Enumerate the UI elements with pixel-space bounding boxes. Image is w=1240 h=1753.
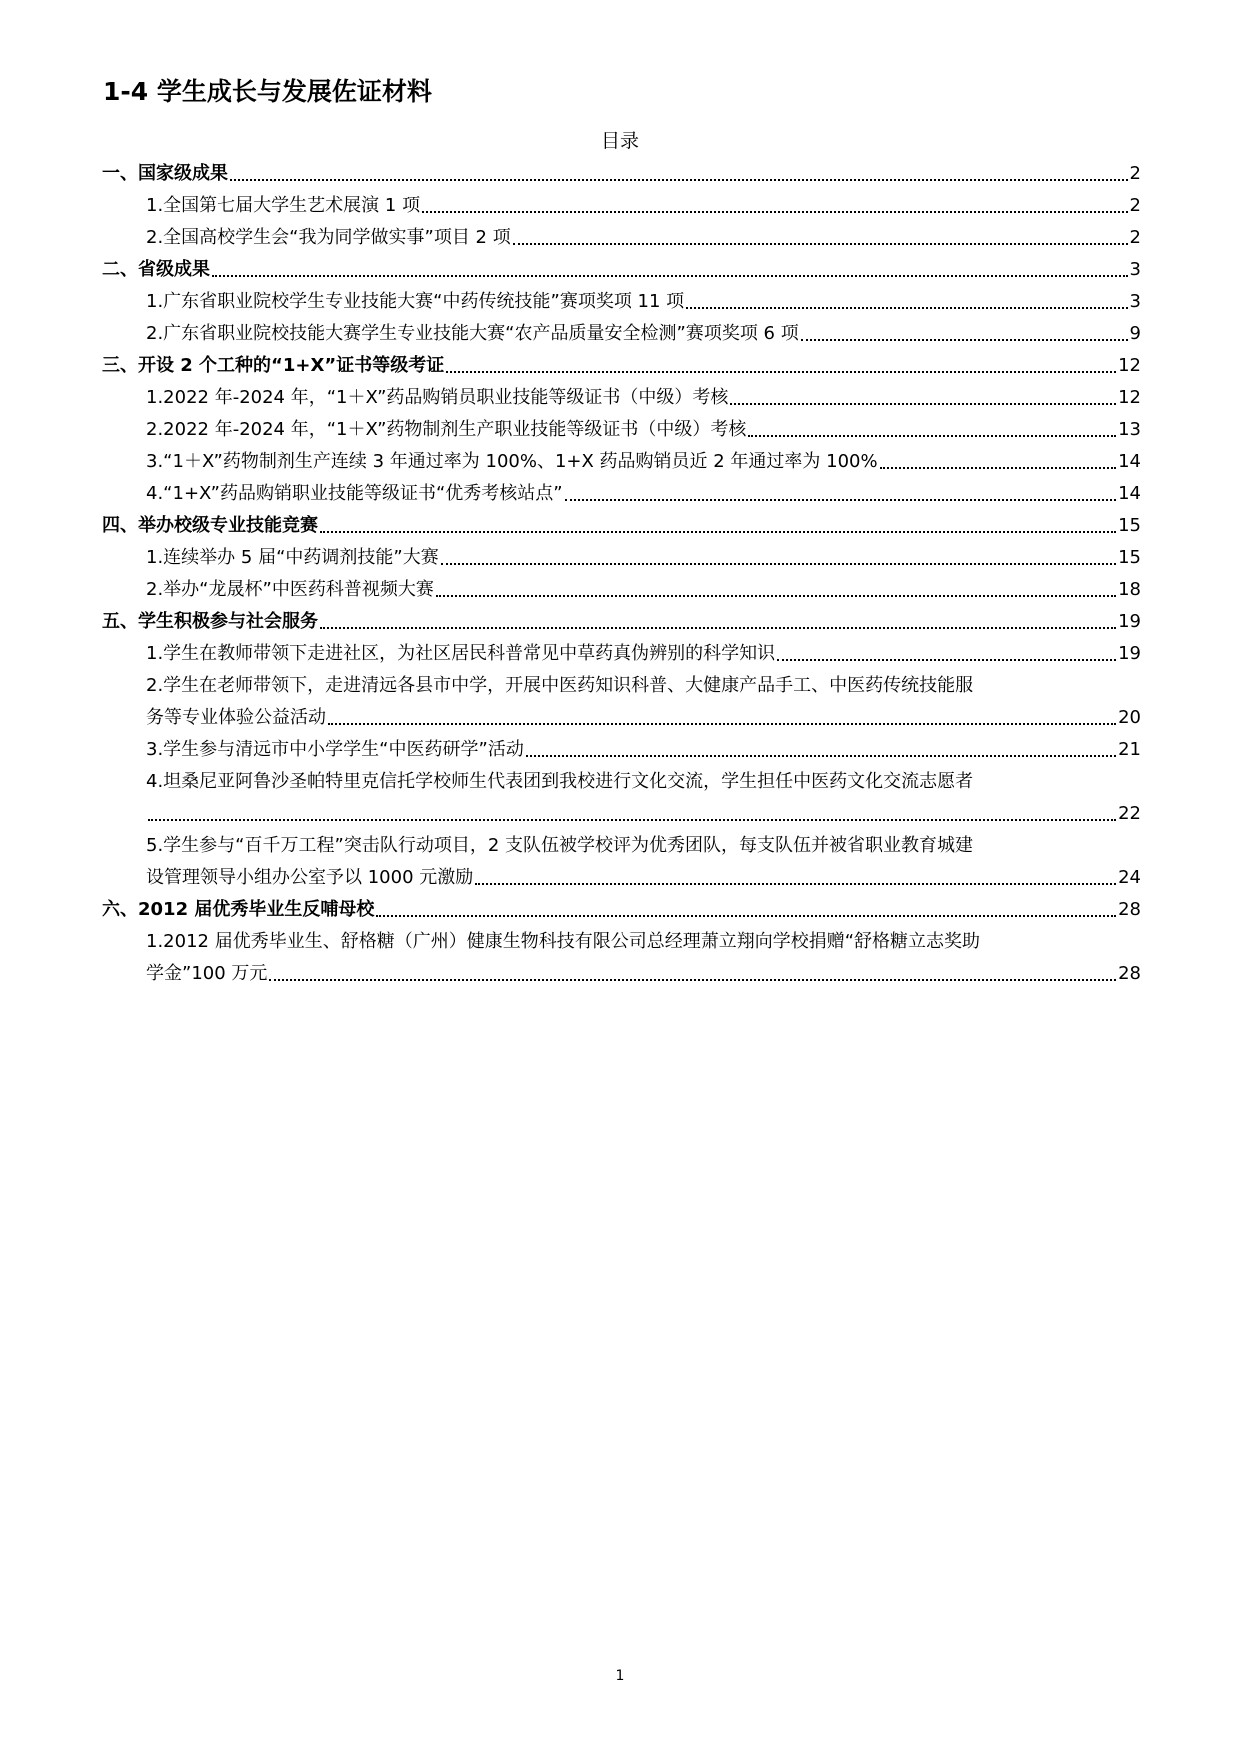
toc-item-6-1-line1[interactable]: 1.2012 届优秀毕业生、舒格糖（广州）健康生物科技有限公司总经理萧立翔向学校捐赠“舒格糖立志奖助 xyxy=(146,931,981,952)
toc-page-number: 13 xyxy=(1118,419,1141,440)
toc-section-label: 四、举办校级专业技能竞赛 xyxy=(102,515,318,536)
toc-page-number: 15 xyxy=(1118,547,1141,568)
toc-item-5-4[interactable] xyxy=(146,802,1141,826)
leader-dots xyxy=(320,530,1116,533)
leader-dots xyxy=(513,242,1128,245)
toc-item-4-2[interactable] xyxy=(146,578,1141,602)
toc-heading: 目录 xyxy=(600,130,639,152)
toc-section-label: 三、开设 2 个工种的“1+X”证书等级考证 xyxy=(102,355,445,376)
toc-page-number: 2 xyxy=(1129,163,1141,184)
toc-page-number: 12 xyxy=(1118,387,1141,408)
toc-item-5-5[interactable] xyxy=(146,866,1141,890)
leader-dots xyxy=(328,722,1116,725)
leader-dots xyxy=(422,210,1127,213)
toc-section-label: 六、2012 届优秀毕业生反哺母校 xyxy=(102,899,375,920)
leader-dots xyxy=(269,978,1116,981)
toc-page-number: 2 xyxy=(1129,227,1141,248)
leader-dots xyxy=(148,818,1116,821)
toc-item-2-2[interactable] xyxy=(146,322,1141,346)
toc-page-number: 22 xyxy=(1118,803,1141,824)
toc-section-1[interactable] xyxy=(102,162,1141,186)
toc-item-4-1[interactable] xyxy=(146,546,1141,570)
toc-item-5-2-line1[interactable]: 2.学生在老师带领下，走进清远各县市中学，开展中医药知识科普、大健康产品手工、中医药传统技能服 xyxy=(146,675,974,696)
toc-item-label: 1.学生在教师带领下走进社区，为社区居民科普常见中草药真伪辨别的科学知识 xyxy=(146,643,776,664)
leader-dots xyxy=(526,754,1116,757)
toc-page-number: 2 xyxy=(1129,195,1141,216)
toc-page-number: 14 xyxy=(1118,483,1141,504)
toc-section-3[interactable] xyxy=(102,354,1141,378)
leader-dots xyxy=(565,498,1116,501)
toc-item-label: 1.广东省职业院校学生专业技能大赛“中药传统技能”赛项奖项 11 项 xyxy=(146,291,685,312)
leader-dots xyxy=(446,370,1116,373)
toc-item-label: 4.“1+X”药品购销职业技能等级证书“优秀考核站点” xyxy=(146,483,563,504)
page-title: 1-4 学生成长与发展佐证材料 xyxy=(103,77,432,106)
leader-dots xyxy=(441,562,1116,565)
toc-section-2[interactable] xyxy=(102,258,1141,282)
toc-item-3-1[interactable] xyxy=(146,386,1141,410)
toc-item-label: 2.广东省职业院校技能大赛学生专业技能大赛“农产品质量安全检测”赛项奖项 6 项 xyxy=(146,323,799,344)
leader-dots xyxy=(748,434,1116,437)
toc-page-number: 14 xyxy=(1118,451,1141,472)
toc-page-number: 19 xyxy=(1118,643,1141,664)
leader-dots xyxy=(730,402,1116,405)
leader-dots xyxy=(230,178,1128,181)
leader-dots xyxy=(801,338,1128,341)
page-number: 1 xyxy=(615,1668,625,1684)
toc-item-label: 2.举办“龙晟杯”中医药科普视频大赛 xyxy=(146,579,434,600)
toc-page-number: 20 xyxy=(1118,707,1141,728)
toc-item-1-2[interactable] xyxy=(146,226,1141,250)
leader-dots xyxy=(777,658,1116,661)
toc-item-3-3[interactable] xyxy=(146,450,1141,474)
toc-section-6[interactable] xyxy=(102,898,1141,922)
toc-page-number: 3 xyxy=(1129,259,1141,280)
toc-item-label: 2.全国高校学生会“我为同学做实事”项目 2 项 xyxy=(146,227,511,248)
toc-item-label: 1.全国第七届大学生艺术展演 1 项 xyxy=(146,195,421,216)
leader-dots xyxy=(475,882,1116,885)
toc-page-number: 15 xyxy=(1118,515,1141,536)
toc-section-4[interactable] xyxy=(102,514,1141,538)
toc-item-label: 设管理领导小组办公室予以 1000 元激励 xyxy=(146,867,474,888)
leader-dots xyxy=(212,274,1128,277)
toc-page-number: 24 xyxy=(1118,867,1141,888)
leader-dots xyxy=(320,626,1116,629)
toc-page-number: 18 xyxy=(1118,579,1141,600)
toc-item-3-2[interactable] xyxy=(146,418,1141,442)
leader-dots xyxy=(686,306,1127,309)
toc-item-5-5-line1[interactable]: 5.学生参与“百千万工程”突击队行动项目，2 支队伍被学校评为优秀团队，每支队伍并被省职业教育城建 xyxy=(146,835,973,856)
toc-item-5-4-line1[interactable]: 4.坦桑尼亚阿鲁沙圣帕特里克信托学校师生代表团到我校进行文化交流，学生担任中医药文化交流志愿者 xyxy=(146,771,974,792)
toc-item-5-1[interactable] xyxy=(146,642,1141,666)
toc-item-3-4[interactable] xyxy=(146,482,1141,506)
leader-dots xyxy=(376,914,1116,917)
toc-item-5-3[interactable] xyxy=(146,738,1141,762)
toc-section-label: 五、学生积极参与社会服务 xyxy=(102,611,318,632)
toc-page-number: 28 xyxy=(1118,963,1141,984)
toc-item-label: 1.2022 年-2024 年，“1＋X”药品购销员职业技能等级证书（中级）考核 xyxy=(146,387,729,408)
toc-page-number: 19 xyxy=(1118,611,1141,632)
leader-dots xyxy=(436,594,1116,597)
toc-page-number: 12 xyxy=(1118,355,1141,376)
toc-item-6-1[interactable] xyxy=(146,962,1141,986)
toc-item-label: 学金”100 万元 xyxy=(146,963,268,984)
toc-section-5[interactable] xyxy=(102,610,1141,634)
toc-section-label: 二、省级成果 xyxy=(102,259,210,280)
toc-item-label: 2.2022 年-2024 年，“1＋X”药物制剂生产职业技能等级证书（中级）考核 xyxy=(146,419,747,440)
toc-item-label: 务等专业体验公益活动 xyxy=(146,707,326,728)
toc-section-label: 一、国家级成果 xyxy=(102,163,228,184)
toc-page-number: 21 xyxy=(1118,739,1141,760)
toc-item-5-2[interactable] xyxy=(146,706,1141,730)
toc-item-1-1[interactable] xyxy=(146,194,1141,218)
toc-item-2-1[interactable] xyxy=(146,290,1141,314)
toc-page-number: 28 xyxy=(1118,899,1141,920)
toc-item-label: 1.连续举办 5 届“中药调剂技能”大赛 xyxy=(146,547,439,568)
leader-dots xyxy=(880,466,1116,469)
toc-page-number: 9 xyxy=(1129,323,1141,344)
toc-item-label: 3.“1＋X”药物制剂生产连续 3 年通过率为 100%、1+X 药品购销员近 2 年通过率为 100% xyxy=(146,451,878,472)
toc-item-label: 3.学生参与清远市中小学学生“中医药研学”活动 xyxy=(146,739,524,760)
toc-page-number: 3 xyxy=(1129,291,1141,312)
